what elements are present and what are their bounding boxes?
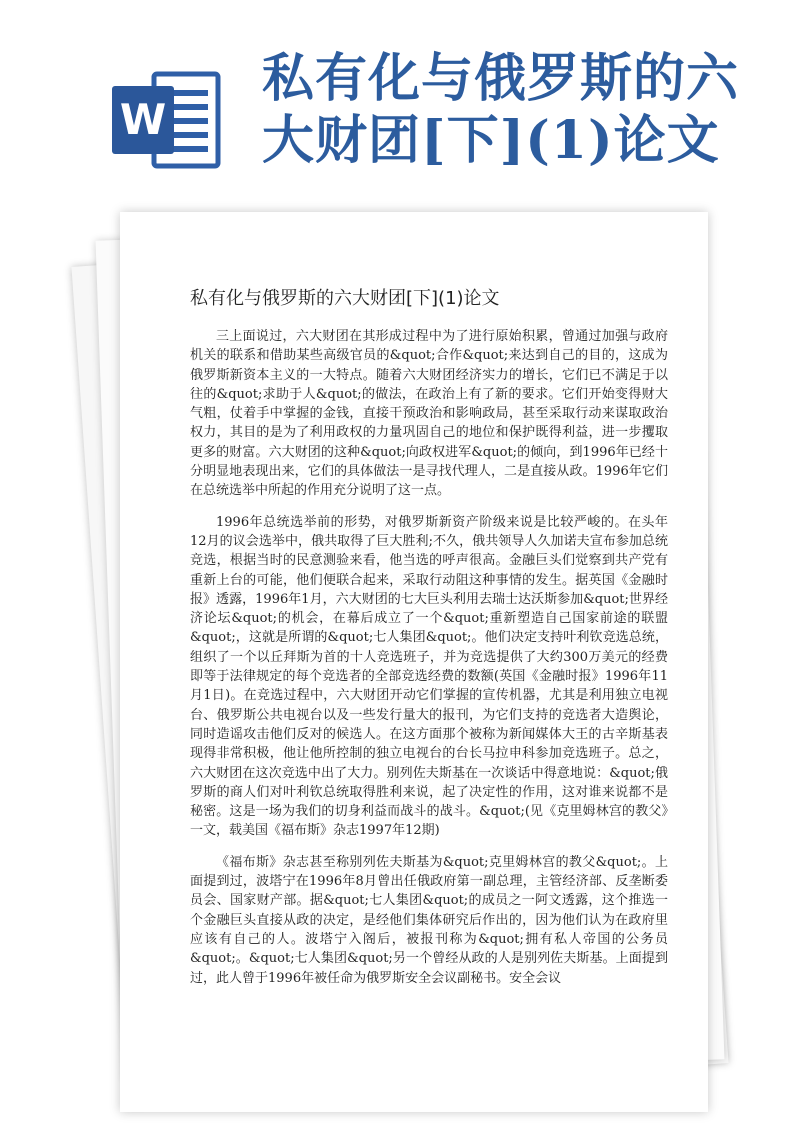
document-body [190, 327, 668, 1000]
word-document-icon [112, 70, 222, 170]
document-title: 私有化与俄罗斯的六大财团[下](1)论文 [262, 48, 740, 171]
paragraph-1: 三上面说过，六大财团在其形成过程中为了进行原始积累，曾通过加强与政府机关的联系和借助某些高级官员的&quot;合作&quot;来达到自己的目的，这成为俄罗斯新资本主义的一大特点。随着六大财团经济实力的增长，它们已不满足于以往的&quot;求助于人&quot;的做法，在政治上有了新的要求。它们开始变得财大气粗，仗着手中掌握的金钱，直接干预政治和影响政局，甚至采取行动来谋取政治权力，其目的是为了利用政权的力量巩固自己的地位和保护既得利益，进一步攫取更多的财富。六大财团的这种&quot;向政权进军&quot;的倾向，到1996年已经十分明显地表现出来，它们的具体做法一是寻找代理人，二是直接从政。1996年它们在总统选举中所起的作用充分说明了这一点。 [190, 329, 668, 499]
page-heading: 私有化与俄罗斯的六大财团[下](1)论文 [190, 288, 500, 309]
paragraph-3: 《福布斯》杂志甚至称别列佐夫斯基为&quot;克里姆林宫的教父&quot;。上面提到过，波塔宁在1996年8月曾出任俄政府第一副总理，主管经济部、反垄断委员会、国家财产部。据&quot;七人集团&quot;的成员之一阿文透露，这个推选一个金融巨头直接从政的决定，是经他们集体研究后作出的，因为他们认为在政府里应该有自己的人。波塔宁入阁后，被报刊称为&quot;拥有私人帝国的公务员&quot;。&quot;七人集团&quot;另一个曾经从政的人是别列佐夫斯基。上面提到过，此人曾于1996年被任命为俄罗斯安全会议副秘书。安全会议 [190, 854, 668, 986]
paragraph-2: 1996年总统选举前的形势，对俄罗斯新资产阶级来说是比较严峻的。在头年12月的议会选举中，俄共取得了巨大胜利;不久，俄共领导人久加诺夫宣布参加总统竞选，根据当时的民意测验来看，他当选的呼声很高。金融巨头们觉察到共产党有重新上台的可能，他们便联合起来，采取行动阻这种事情的发生。据英国《金融时报》透露，1996年1月，六大财团的七大巨头利用去瑞士达沃斯参加&quot;世界经济论坛&quot;的机会，在幕后成立了一个&quot;重新塑造自己国家前途的联盟&quot;，这就是所谓的&quot;七人集团&quot;。他们决定支持叶利钦竞选总统，组织了一个以丘拜斯为首的十人竞选班子，并为竞选提供了大约300万美元的经费即等于法律规定的每个竞选者的全部竞选经费的数额(英国《金融时报》1996年11月1日)。在竞选过程中，六大财团开动它们掌握的宣传机器，尤其是利用独立电视台、俄罗斯公共电视台以及一些发行量大的报刊，为它们支持的竞选者大造舆论，同时造谣攻击他们反对的候选人。在这方面那个被称为新闻媒体大王的古辛斯基表现得非常积极，他让他所控制的独立电视台的台长马拉申科参加竞选班子。总之，六大财团在这次竞选中出了大力。别列佐夫斯基在一次谈话中得意地说：&quot;俄罗斯的商人们对叶利钦总统取得胜利来说，起了决定性的作用，这对谁来说都不是秘密。这是一场为我们的切身利益而战斗的战斗。&quot;(见《克里姆林宫的教父》一文，载美国《福布斯》杂志1997年12期) [190, 514, 668, 839]
document-page [120, 212, 708, 1112]
word-icon-letter: W [119, 95, 167, 144]
header-banner [0, 0, 800, 200]
